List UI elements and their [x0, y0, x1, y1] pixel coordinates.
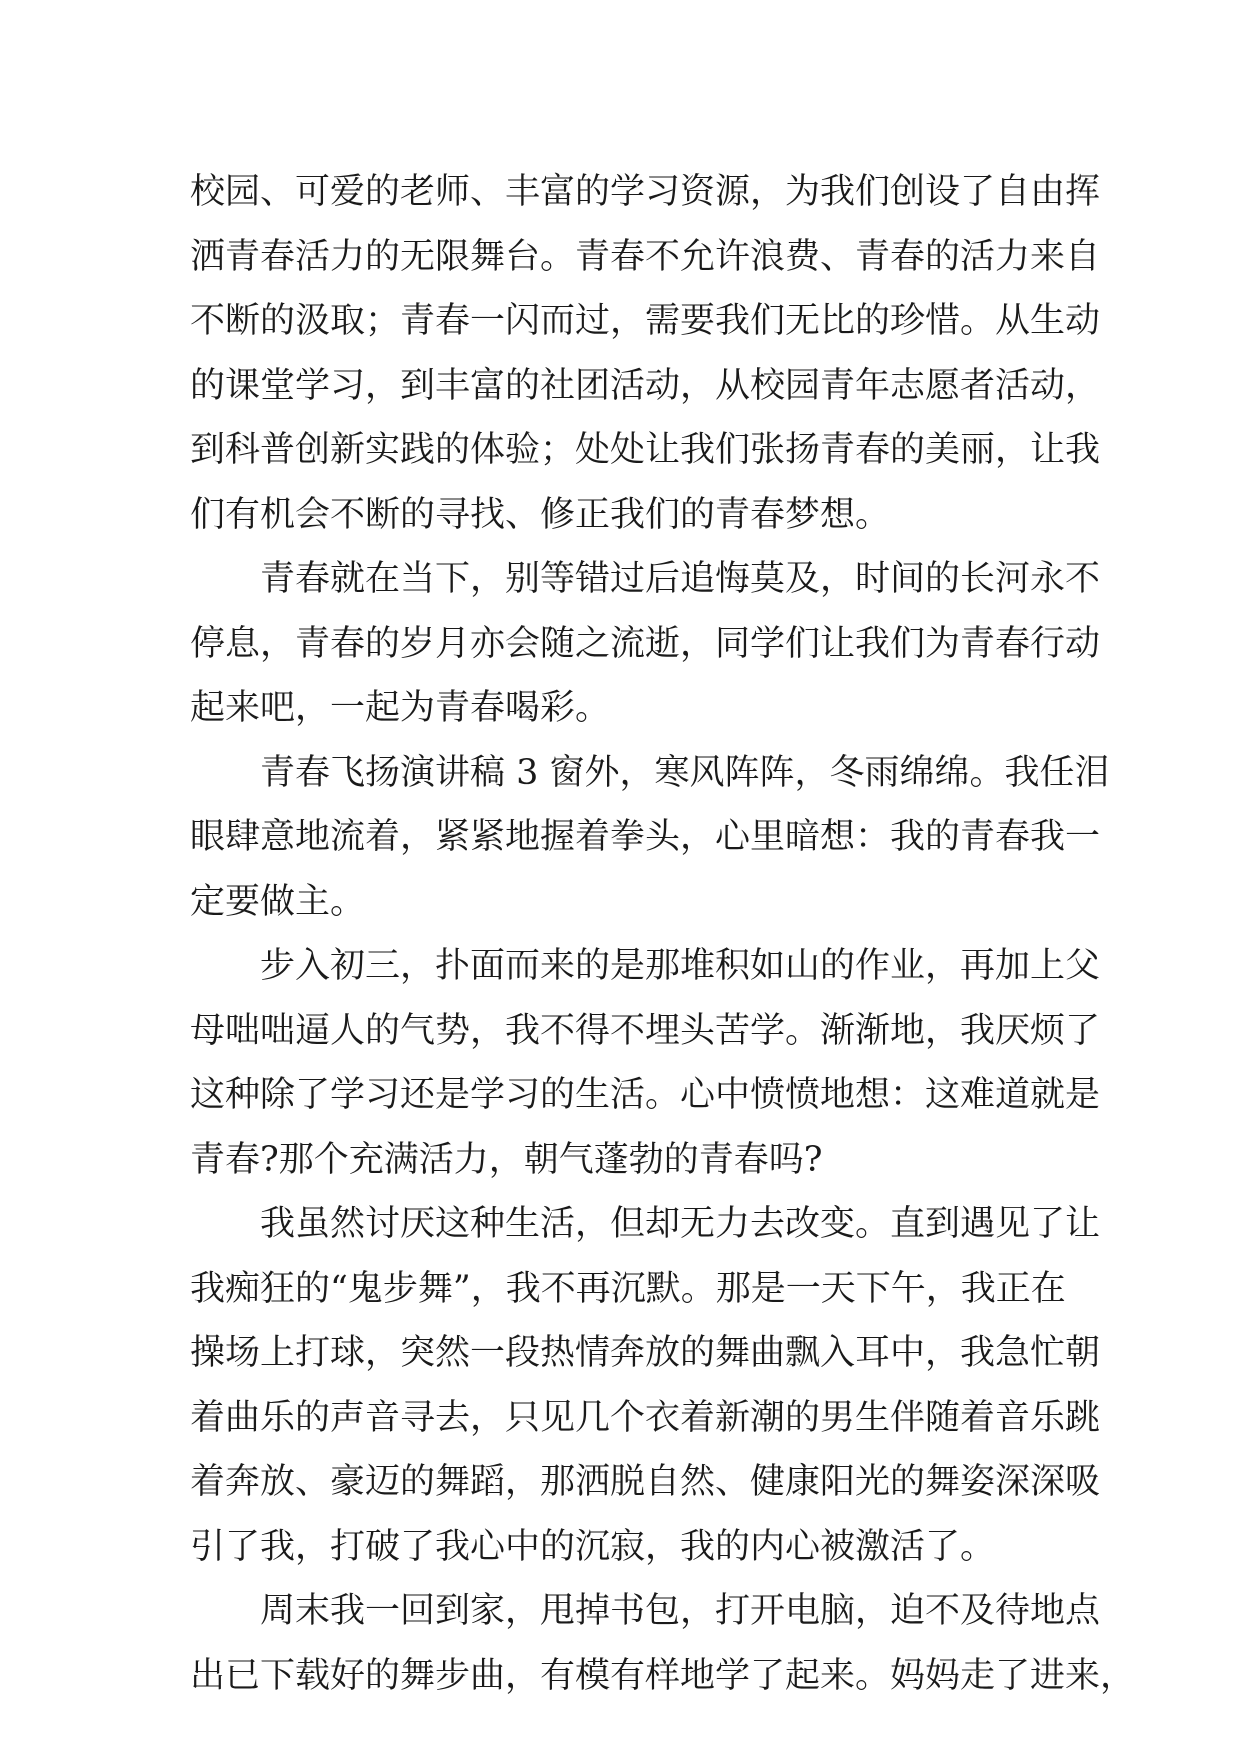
paragraph	[190, 741, 1110, 935]
text-line: 操场上打球，突然一段热情奔放的舞曲飘入耳中，我急忙朝	[190, 1333, 1101, 1373]
paragraph	[190, 160, 1101, 547]
paragraph	[190, 547, 1101, 741]
text-line: 我痴狂的“鬼步舞”，我不再沉默。那是一天下午，我正在	[190, 1268, 1066, 1309]
text-line: 青春飞扬演讲稿 3 窗外，寒风阵阵，冬雨绵绵。我任泪	[260, 752, 1110, 793]
text-line: 青春就在当下，别等错过后追悔莫及，时间的长河永不	[260, 559, 1101, 599]
text-line: 母咄咄逼人的气势，我不得不埋头苦学。渐渐地，我厌烦了	[190, 1010, 1101, 1051]
text-line: 青春?那个充满活力，朝气蓬勃的青春吗?	[190, 1139, 823, 1180]
text-line: 到科普创新实践的体验；处处让我们张扬青春的美丽，让我	[190, 430, 1101, 470]
text-line: 着奔放、豪迈的舞蹈，那洒脱自然、健康阳光的舞姿深深吸	[190, 1462, 1101, 1502]
text-line: 们有机会不断的寻找、修正我们的青春梦想。	[190, 494, 891, 535]
text-line: 洒青春活力的无限舞台。青春不允许浪费、青春的活力来自	[190, 236, 1101, 277]
paragraph	[190, 934, 1101, 1192]
paragraph	[190, 1192, 1101, 1579]
text-line: 起来吧，一起为青春喝彩。	[190, 688, 611, 728]
document-body	[190, 160, 1136, 1708]
text-line: 定要做主。	[190, 881, 366, 922]
text-line: 出已下载好的舞步曲，有模有样地学了起来。妈妈走了进来，	[190, 1655, 1136, 1696]
text-line: 这种除了学习还是学习的生活。心中愤愤地想：这难道就是	[190, 1075, 1101, 1115]
text-line: 着曲乐的声音寻去，只见几个衣着新潮的男生伴随着音乐跳	[190, 1397, 1101, 1438]
text-line: 步入初三，扑面而来的是那堆积如山的作业，再加上父	[260, 946, 1101, 986]
text-line: 的课堂学习，到丰富的社团活动，从校园青年志愿者活动，	[190, 365, 1101, 406]
text-line: 不断的汲取；青春一闪而过，需要我们无比的珍惜。从生动	[190, 301, 1101, 341]
text-line: 引了我，打破了我心中的沉寂，我的内心被激活了。	[190, 1526, 996, 1567]
text-line: 眼肆意地流着，紧紧地握着拳头，心里暗想：我的青春我一	[190, 817, 1101, 857]
text-line: 停息，青春的岁月亦会随之流逝，同学们让我们为青春行动	[190, 623, 1101, 664]
text-line: 周末我一回到家，甩掉书包，打开电脑，迫不及待地点	[260, 1591, 1101, 1631]
paragraph	[190, 1579, 1136, 1708]
text-line: 我虽然讨厌这种生活，但却无力去改变。直到遇见了让	[260, 1204, 1101, 1244]
text-line: 校园、可爱的老师、丰富的学习资源，为我们创设了自由挥	[190, 172, 1101, 212]
